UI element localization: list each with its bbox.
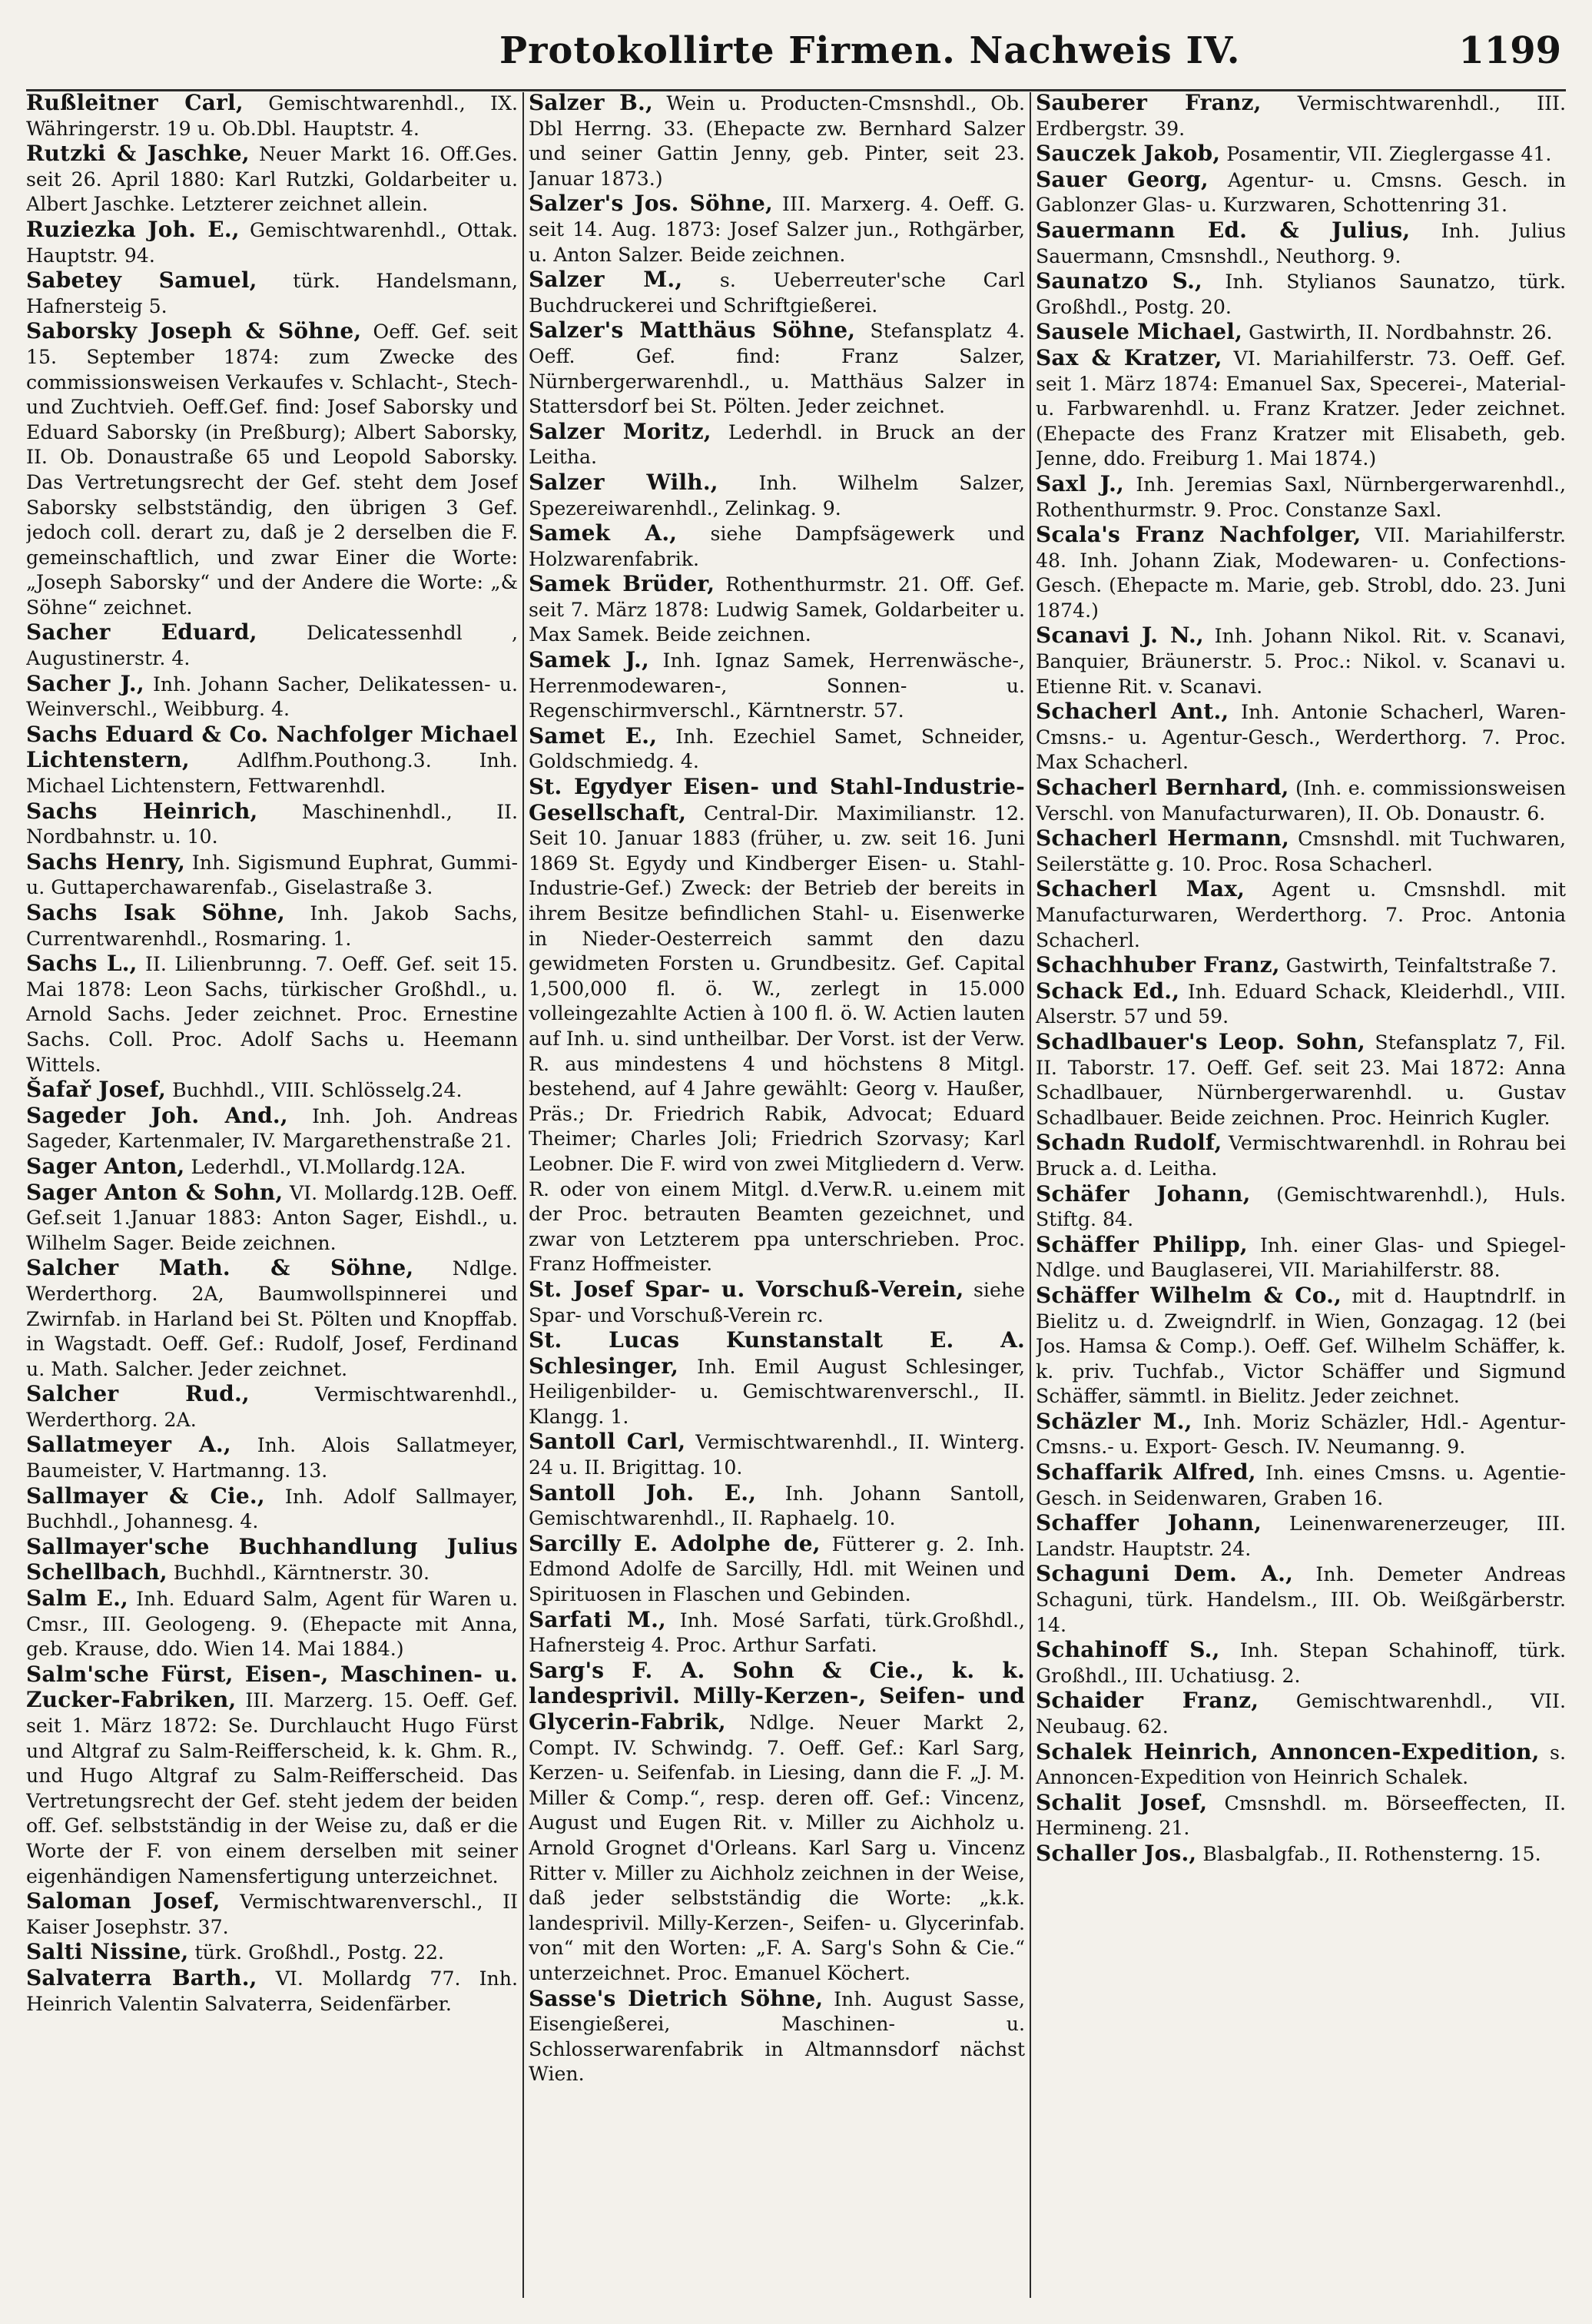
directory-entry xyxy=(1036,1130,1566,1181)
directory-entry xyxy=(26,850,518,901)
entry-firm-name: Sasse's Dietrich Söhne, xyxy=(529,1985,824,2011)
directory-entry xyxy=(1036,1409,1566,1460)
entry-details: Inh. Joh. Andreas Sageder, Kartenmaler, IV. Margarethenstraße 21. xyxy=(26,1104,518,1153)
entry-firm-name: Sacher Eduard, xyxy=(26,619,257,646)
entry-firm-name: Salzer Moritz, xyxy=(529,418,711,444)
entry-details: Ndlge. Neuer Markt 2, Compt. IV. Schwindg. 7. Oeff. Gef.: Karl Sarg, Kerzen- u. Seifenfab. in Liesing, dann die F. „J. M. Miller & Comp.“, resp. deren off. Gef.: Vincenz, August und Eugen Rit. v. Miller zu Aichholz u. Arnold Grognet d'Orleans. Karl Sarg u. Vincenz Ritter v. Miller zu Aichholz zeichnen in der Weise, daß jeder selbstständig die Worte: „k.k. landesprivil. Milly-Kerzen-, Seifen- u. Glycerinfab. von“ mit den Worten: „F. A. Sarg's Sohn & Cie.“ unterzeichnet. Proc. Emanuel Köchert. xyxy=(529,1711,1025,1984)
entry-details: siehe Spar- und Vorschuß-Verein rc. xyxy=(529,1278,1025,1326)
entry-details: Inh. Antonie Schacherl, Waren-Cmsns.- u. Agentur-Gesch., Werderthorg. 7. Proc. Max Schacherl. xyxy=(1036,701,1566,774)
entry-details: Inh. Eduard Schack, Kleiderhdl., VIII. Alserstr. 57 und 59. xyxy=(1036,980,1566,1028)
directory-entry xyxy=(26,1256,518,1382)
entry-details: s. Ueberreuter'sche Carl Buchdruckerei und Schriftgießerei. xyxy=(529,269,1025,317)
directory-entry xyxy=(26,1535,518,1586)
entry-firm-name: Schacherl Bernhard, xyxy=(1036,775,1289,801)
directory-entry xyxy=(1036,1030,1566,1130)
entry-details: Inh. Mosé Sarfati, türk.Großhdl., Hafnersteig 4. Proc. Arthur Sarfati. xyxy=(529,1609,1025,1657)
entry-details: Leinenwarenerzeuger, III. Landstr. Hauptstr. 24. xyxy=(1036,1512,1566,1560)
entry-firm-name: Schalit Josef, xyxy=(1036,1789,1208,1815)
directory-entry xyxy=(529,1608,1025,1658)
entry-firm-name: Sager Anton, xyxy=(26,1153,185,1179)
entry-details: Inh. August Sasse, Eisengießerei, Maschinen- u. Schlosserwarenfabrik in Altmannsdorf nächst Wien. xyxy=(529,1987,1025,2086)
directory-entry xyxy=(26,620,518,671)
directory-entry xyxy=(26,722,518,799)
entry-firm-name: Salvaterra Barth., xyxy=(26,1964,257,1990)
entry-firm-name: Schaller Jos., xyxy=(1036,1840,1197,1866)
entry-details: Cmsnshdl. mit Tuchwaren, Seilerstätte g. 10. Proc. Rosa Schacherl. xyxy=(1036,828,1566,875)
entry-details: Gemischtwarenhdl., VII. Neubaug. 62. xyxy=(1036,1690,1566,1738)
directory-entry xyxy=(529,724,1025,775)
entry-details: VI. Mollardg.12B. Oeff. Gef.seit 1.Januar 1883: Anton Sager, Eishdl., u. Wilhelm Sager. Beide zeichnen. xyxy=(26,1181,518,1254)
directory-entry xyxy=(1036,775,1566,826)
directory-entry xyxy=(529,1481,1025,1532)
entry-details: siehe Dampfsägewerk und Holzwarenfabrik. xyxy=(529,523,1025,570)
directory-entry xyxy=(26,268,518,319)
entry-details: Inh. eines Cmsns. u. Agentie-Gesch. in Seidenwaren, Graben 16. xyxy=(1036,1462,1566,1509)
entry-firm-name: Salm E., xyxy=(26,1585,128,1612)
entry-details: Inh. Eduard Salm, Agent für Waren u. Cmsr., III. Geologeng. 9. (Ehepacte mit Anna, geb. Krause, ddo. Wien 14. Mai 1884.) xyxy=(26,1588,518,1661)
entry-firm-name: Schadlbauer's Leop. Sohn, xyxy=(1036,1028,1365,1054)
entry-firm-name: Sax & Kratzer, xyxy=(1036,344,1222,370)
entry-details: Central-Dir. Maximilianstr. 12. Seit 10. Januar 1883 (früher, u. zw. seit 16. Juni 1869 St. Egydy und Kindberger Eisen- u. Stahl-Industrie-Gef.) Zweck: der Betrieb der bereits in ihrem Besitze befindlichen Stahl- u. Eisenwerke in Nieder-Oesterreich sammt den dazu gewidmeten Forsten u. Grundbesitz. Gef. Capital 1,500,000 fl. ö. W., zerlegt in 15.000 volleingezahlte Actien à 100 fl. ö. W. Actien lauten auf Inh. u. sind untheilbar. Der Vorst. ist der Verw. R. aus mindestens 4 und höchstens 8 Mitgl. bestehend, auf 4 Jahre gewählt: Georg v. Haußer, Präs.; Dr. Friedrich Rabik, Advocat; Eduard Theimer; Charles Joli; Friedrich Szorvasy; Karl Leobner. Die F. wird von zwei Mitgliedern d. Verw. R. oder von einem Mitgl. d.Verw.R. u.einem mit der Proc. betrauten Beamten gezeichnet, und zwar von Letzterem ppa unterschrieben. Proc. Franz Hoffmeister. xyxy=(529,802,1025,1276)
entry-details: Posamentir, VII. Zieglergasse 41. xyxy=(1220,143,1552,166)
directory-entry xyxy=(1036,472,1566,523)
directory-entry xyxy=(1036,91,1566,141)
entry-firm-name: Sarfati M., xyxy=(529,1606,666,1632)
directory-entry xyxy=(529,1658,1025,1987)
directory-entry xyxy=(529,648,1025,724)
directory-entry xyxy=(1036,269,1566,320)
entry-details: Inh. einer Glas- und Spiegel-Ndlge. und Bauglaserei, VII. Mariahilferstr. 88. xyxy=(1036,1233,1566,1282)
entry-firm-name: St. Lucas Kunstanstalt E. A. Schlesinger, xyxy=(529,1327,1025,1379)
entry-firm-name: Schaffarik Alfred, xyxy=(1036,1459,1256,1486)
entry-firm-name: Saborsky Joseph & Söhne, xyxy=(26,318,362,344)
directory-entry xyxy=(26,1433,518,1483)
directory-entry xyxy=(1036,953,1566,979)
entry-details: Cmsnshdl. m. Börseeffecten, II. Hermineng. 21. xyxy=(1036,1791,1566,1840)
directory-entry xyxy=(26,91,518,141)
entry-firm-name: Saunatzo S., xyxy=(1036,268,1202,294)
directory-entry xyxy=(26,1966,518,2017)
entry-firm-name: Saloman Josef, xyxy=(26,1888,221,1914)
entry-details: Vermischtwarenhdl., III. Erdbergstr. 39. xyxy=(1036,92,1566,140)
entry-firm-name: Schacherl Hermann, xyxy=(1036,825,1290,852)
page-header xyxy=(0,0,1592,91)
entry-details: VI. Mollardg 77. Inh. Heinrich Valentin Salvaterra, Seidenfärber. xyxy=(26,1967,518,2015)
directory-entry xyxy=(26,1104,518,1154)
entry-details: Adlfhm.Pouthong.3. Inh. Michael Lichtenstern, Fettwarenhdl. xyxy=(26,749,518,798)
entry-firm-name: Sabetey Samuel, xyxy=(26,267,257,294)
directory-entry xyxy=(1036,826,1566,877)
directory-entry xyxy=(1036,1283,1566,1409)
entry-details: türk. Handelsmann, Hafnersteig 5. xyxy=(26,270,518,317)
entry-firm-name: Saxl J., xyxy=(1036,470,1124,496)
entry-firm-name: Ruziezka Joh. E., xyxy=(26,216,240,242)
entry-details: Gastwirth, Teinfaltstraße 7. xyxy=(1279,954,1557,978)
directory-entry xyxy=(529,1429,1025,1480)
entry-details: II. Lilienbrunng. 7. Oeff. Gef. seit 15. Mai 1878: Leon Sachs, türkischer Großhdl., u. Arnold Sachs. Jeder zeichnet. Proc. Ernestine Sachs. Coll. Proc. Adolf Sachs u. Heemann Wittels. xyxy=(26,953,518,1076)
entry-details: mit d. Hauptndrlf. in Bielitz u. d. Zweigndrlf. in Wien, Gonzagag. 12 (bei Jos. Hamsa & Comp.). Oeff. Gef. Wilhelm Schäffer, k. k. priv. Tuchfab., Victor Schäffer und Sigmund Schäffer, sämmtl. in Bielitz. Jeder zeichnet. xyxy=(1036,1284,1566,1408)
entry-firm-name: Sageder Joh. And., xyxy=(26,1102,288,1128)
entry-details: Fütterer g. 2. Inh. Edmond Adolfe de Sarcilly, Hdl. mit Weinen und Spirituosen in Flaschen und Gebinden. xyxy=(529,1532,1025,1606)
entry-firm-name: Schäfer Johann, xyxy=(1036,1180,1251,1207)
entry-details: Vermischtwarenverschl., II Kaiser Josephstr. 37. xyxy=(26,1891,518,1938)
entry-firm-name: Sacher J., xyxy=(26,670,144,696)
entry-details: (Inh. e. commissionsweisen Verschl. von Manufacturwaren), II. Ob. Donaustr. 6. xyxy=(1036,777,1566,825)
entry-details: Inh. Jeremias Saxl, Nürnbergerwarenhdl., Rothenthurmstr. 9. Proc. Constanze Saxl. xyxy=(1036,473,1566,521)
entry-details: Gastwirth, II. Nordbahnstr. 26. xyxy=(1242,321,1553,344)
entry-firm-name: Rutzki & Jaschke, xyxy=(26,141,250,167)
entry-details: Inh. Moriz Schäzler, Hdl.- Agentur- Cmsns.- u. Export- Gesch. IV. Neumanng. 9. xyxy=(1036,1410,1566,1459)
entry-details: Agentur- u. Cmsns. Gesch. in Gablonzer Glas- u. Kurzwaren, Schottenring 31. xyxy=(1036,168,1566,217)
directory-entry xyxy=(1036,1791,1566,1841)
directory-entry xyxy=(1036,1841,1566,1868)
entry-details: Blasbalgfab., II. Rothensterng. 15. xyxy=(1196,1842,1541,1865)
entry-firm-name: Samek A., xyxy=(529,520,678,546)
entry-details: Ndlge. Werderthorg. 2A, Baumwollspinnerei und Zwirnfab. in Harland bei St. Pölten und Knopffab. in Wagstadt. Oeff. Gef.: Rudolf, Josef, Ferdinand u. Math. Salcher. Jeder zeichnet. xyxy=(26,1257,518,1380)
entry-firm-name: Schahinoff S., xyxy=(1036,1637,1220,1663)
entry-firm-name: Sallmayer & Cie., xyxy=(26,1482,265,1509)
directory-entry xyxy=(529,318,1025,419)
directory-entry xyxy=(1036,141,1566,168)
directory-entry xyxy=(26,217,518,268)
entry-details: Vermischtwarenhdl. in Rohrau bei Bruck a. d. Leitha. xyxy=(1036,1132,1566,1180)
directory-entry xyxy=(26,1180,518,1257)
entry-firm-name: Sauberer Franz, xyxy=(1036,91,1262,115)
entry-firm-name: Sausele Michael, xyxy=(1036,319,1243,345)
entry-details: III. Marxerg. 4. Oeff. G. seit 14. Aug. 1873: Josef Salzer jun., Rothgärber, u. Anton Salzer. Beide zeichnen. xyxy=(529,193,1025,266)
entry-firm-name: Schäffer Philipp, xyxy=(1036,1231,1248,1257)
entry-firm-name: Sarg's F. A. Sohn & Cie., k. k. landesprivil. Milly-Kerzen-, Seifen- und Glycerin-Fabrik, xyxy=(529,1657,1025,1735)
column-divider-2 xyxy=(1030,92,1031,2298)
entry-firm-name: Rußleitner Carl, xyxy=(26,91,244,115)
directory-entry xyxy=(1036,523,1566,623)
entry-firm-name: Sager Anton & Sohn, xyxy=(26,1179,284,1205)
directory-entry xyxy=(1036,1511,1566,1562)
directory-entry xyxy=(26,1154,518,1180)
entry-firm-name: Schadn Rudolf, xyxy=(1036,1130,1222,1156)
entry-details: Stefansplatz 7, Fil. II. Taborstr. 17. Oeff. Gef. seit 23. Mai 1872: Anna Schadlbauer, Nürnbergerwarenhdl. u. Gustav Schadlbauer. Beide zeichnen. Proc. Heinrich Kugler. xyxy=(1036,1031,1566,1129)
entry-details: Neuer Markt 16. Off.Ges. seit 26. April 1880: Karl Rutzki, Goldarbeiter u. Albert Jaschke. Letzterer zeichnet allein. xyxy=(26,143,518,216)
directory-entry xyxy=(529,470,1025,521)
entry-firm-name: Sachs Eduard & Co. Nachfolger Michael Lichtenstern, xyxy=(26,721,518,773)
directory-entry xyxy=(26,1940,518,1966)
entry-details: Inh. Johann Santoll, Gemischtwarenhdl., II. Raphaelg. 10. xyxy=(529,1482,1025,1530)
entry-firm-name: St. Egydyer Eisen- und Stahl-Industrie-Gesellschaft, xyxy=(529,774,1025,825)
directory-entry xyxy=(1036,320,1566,346)
directory-entry xyxy=(529,91,1025,191)
entry-details: Vermischtwarenhdl., Werderthorg. 2A. xyxy=(26,1383,518,1431)
entry-details: türk. Großhdl., Postg. 22. xyxy=(188,1941,445,1964)
entry-details: Inh. Ignaz Samek, Herrenwäsche-, Herrenmodewaren-, Sonnen- u. Regenschirmverschl., Kärntnerstr. 57. xyxy=(529,649,1025,722)
entry-details: Inh. Emil August Schlesinger, Heiligenbilder- u. Gemischtwarenverschl., II. Klangg. 1. xyxy=(529,1355,1025,1428)
entry-firm-name: Schaider Franz, xyxy=(1036,1688,1259,1714)
entry-firm-name: Scanavi J. N., xyxy=(1036,622,1204,649)
entry-firm-name: Sachs Henry, xyxy=(26,848,186,875)
entry-firm-name: Schacherl Ant., xyxy=(1036,699,1229,725)
entry-details: Inh. Johann Sacher, Delikatessen- u. Weinverschl., Weibburg. 4. xyxy=(26,672,518,721)
directory-entry xyxy=(26,1077,518,1104)
entry-firm-name: Schaffer Johann, xyxy=(1036,1510,1262,1536)
directory-entry xyxy=(1036,1233,1566,1283)
column-3 xyxy=(1036,91,1566,2304)
entry-details: VII. Mariahilferstr. 48. Inh. Johann Ziak, Modewaren- u. Confections-Gesch. (Ehepacte m. Marie, geb. Strobl, ddo. 23. Juni 1874.) xyxy=(1036,524,1566,622)
directory-entry xyxy=(1036,346,1566,472)
entry-details: Inh. Wilhelm Salzer, Spezereiwarenhdl., Zelinkag. 9. xyxy=(529,471,1025,520)
directory-entry xyxy=(1036,623,1566,699)
entry-firm-name: Sauermann Ed. & Julius, xyxy=(1036,217,1411,243)
entry-details: Oeff. Gef. seit 15. September 1874: zum Zwecke des commissionsweisen Verkaufes v. Schlacht-, Stech- und Zuchtvieh. Oeff.Gef. find: Josef Saborsky und Eduard Saborsky (in Preßburg); Albert Saborsky, II. Ob. Donaustraße 65 und Leopold Saborsky. Das Vertretungsrecht der Gef. steht dem Josef Saborsky selbstständig, den übrigen 3 Gef. jedoch coll. derart zu, daß je 2 derselben die F. gemeinschaftlich, und zwar Einer die Worte: „Joseph Saborsky“ und der Andere die Worte: „& Söhne“ zeichnet. xyxy=(26,320,518,619)
directory-entry xyxy=(529,1277,1025,1328)
directory-entry xyxy=(529,420,1025,470)
directory-entry xyxy=(529,775,1025,1277)
entry-firm-name: Scala's Franz Nachfolger, xyxy=(1036,522,1361,548)
page-title: Protokollirte Firmen. Nachweis IV. xyxy=(499,29,1241,72)
entry-firm-name: Salcher Math. & Söhne, xyxy=(26,1255,414,1281)
directory-entry xyxy=(26,1889,518,1940)
directory-entry xyxy=(529,1328,1025,1429)
entry-firm-name: Salzer's Jos. Söhne, xyxy=(529,191,773,217)
directory-entry xyxy=(26,951,518,1077)
entry-firm-name: Sauer Georg, xyxy=(1036,166,1209,192)
entry-firm-name: Sallatmeyer A., xyxy=(26,1432,231,1458)
column-divider-1 xyxy=(522,92,524,2298)
directory-entry xyxy=(529,191,1025,267)
directory-entry xyxy=(26,319,518,620)
entry-details: Inh. Ezechiel Samet, Schneider, Goldschmiedg. 4. xyxy=(529,725,1025,773)
entry-details: Inh. Sigismund Euphrat, Gummi- u. Guttaperchawarenfab., Giselastraße 3. xyxy=(26,851,518,899)
directory-entry xyxy=(529,1987,1025,2087)
directory-entry xyxy=(26,1382,518,1433)
directory-entry xyxy=(26,799,518,850)
entry-firm-name: Sachs Heinrich, xyxy=(26,798,258,824)
entry-firm-name: Salti Nissine, xyxy=(26,1939,189,1965)
entry-firm-name: Samek J., xyxy=(529,647,649,673)
directory-entry xyxy=(1036,877,1566,953)
directory-entry xyxy=(26,141,518,217)
entry-details: Inh. Stylianos Saunatzo, türk. Großhdl., Postg. 20. xyxy=(1036,271,1566,318)
entry-details: Lederhdl. in Bruck an der Leitha. xyxy=(529,420,1025,469)
directory-entry xyxy=(529,521,1025,572)
entry-firm-name: Sallmayer'sche Buchhandlung Julius Schellbach, xyxy=(26,1533,518,1585)
entry-firm-name: Salm'sche Fürst, Eisen-, Maschinen- u. Zucker-Fabriken, xyxy=(26,1661,518,1713)
entry-details: Inh. Johann Nikol. Rit. v. Scanavi, Banquier, Bräunerstr. 5. Proc.: Nikol. v. Scanavi u. Etienne Rit. v. Scanavi. xyxy=(1036,625,1566,698)
directory-entry xyxy=(1036,1688,1566,1739)
entry-firm-name: Sarcilly E. Adolphe de, xyxy=(529,1530,821,1556)
entry-firm-name: Schachhuber Franz, xyxy=(1036,952,1280,978)
directory-entry xyxy=(1036,168,1566,218)
entry-firm-name: Salzer M., xyxy=(529,267,683,293)
entry-details: s. Annoncen-Expedition von Heinrich Schalek. xyxy=(1036,1741,1566,1789)
entry-details: Inh. Stepan Schahinoff, türk. Großhdl., III. Uchatiusg. 2. xyxy=(1036,1639,1566,1687)
entry-firm-name: Schalek Heinrich, Annoncen-Expedition, xyxy=(1036,1738,1540,1765)
entry-firm-name: Sauczek Jakob, xyxy=(1036,141,1221,167)
directory-entry xyxy=(1036,1638,1566,1688)
entry-details: Inh. Alois Sallatmeyer, Baumeister, V. Hartmanng. 13. xyxy=(26,1434,518,1482)
directory-entry xyxy=(1036,1740,1566,1791)
entry-firm-name: Šafař Josef, xyxy=(26,1077,167,1103)
entry-firm-name: Salzer Wilh., xyxy=(529,469,718,495)
entry-details: Lederhdl., VI.Mollardg.12A. xyxy=(184,1155,466,1178)
entry-details: Inh. Julius Sauermann, Cmsnshdl., Neuthorg. 9. xyxy=(1036,219,1566,267)
entry-firm-name: Salcher Rud., xyxy=(26,1381,250,1407)
directory-entry xyxy=(26,672,518,722)
entry-details: III. Marzerg. 15. Oeff. Gef. seit 1. März 1872: Se. Durchlaucht Hugo Fürst und Altgraf zu Salm-Reifferscheid, k. k. Ghm. R., und Hugo Altgraf zu Salm-Reifferscheid. Das Vertretungsrecht der Gef. steht jedem der beiden off. Gef. selbstständig in der Weise zu, daß er die Worte der F. von einem derselben mit seiner eigenhändigen Namensfertigung unterzeichnet. xyxy=(26,1689,518,1887)
directory-entry xyxy=(529,1532,1025,1608)
directory-entry xyxy=(1036,1562,1566,1638)
directory-entry xyxy=(1036,218,1566,269)
entry-firm-name: Sachs Isak Söhne, xyxy=(26,900,285,925)
directory-entry xyxy=(1036,1460,1566,1511)
entry-firm-name: Samek Brüder, xyxy=(529,571,715,597)
entry-details: Inh. Adolf Sallmayer, Buchhdl., Johannesg. 4. xyxy=(26,1485,518,1533)
entry-details: Delicatessenhdl , Augustinerstr. 4. xyxy=(26,622,518,670)
entry-details: (Gemischtwarenhdl.), Huls. Stiftg. 84. xyxy=(1036,1183,1566,1231)
directory-entry xyxy=(1036,1182,1566,1233)
column-2 xyxy=(529,91,1025,2304)
entry-firm-name: Santoll Carl, xyxy=(529,1429,686,1455)
entry-details: Buchhdl., Kärntnerstr. 30. xyxy=(167,1562,430,1585)
entry-details: VI. Mariahilferstr. 73. Oeff. Gef. seit 1. März 1874: Emanuel Sax, Specerei-, Material- u. Farbwarenhdl. u. Franz Kratzer. Jeder zeichnet. (Ehepacte des Franz Kratzer mit Elisabeth, geb. Jenne, ddo. Freiburg 1. Mai 1874.) xyxy=(1036,347,1566,470)
entry-details: Vermischtwarenhdl., II. Winterg. 24 u. II. Brigittag. 10. xyxy=(529,1431,1025,1479)
directory-entry xyxy=(26,1662,518,1889)
entry-details: Stefansplatz 4. Oeff. Gef. find: Franz Salzer, Nürnbergerwarenhdl., u. Matthäus Salzer in Stattersdorf bei St. Pölten. Jeder zeichnet. xyxy=(529,320,1025,418)
entry-details: Buchhdl., VIII. Schlösselg.24. xyxy=(166,1079,463,1102)
entry-firm-name: Santoll Joh. E., xyxy=(529,1479,757,1506)
entry-firm-name: Samet E., xyxy=(529,722,658,749)
entry-firm-name: Schäffer Wilhelm & Co., xyxy=(1036,1282,1342,1308)
directory-entry xyxy=(26,901,518,951)
entry-details: Wein u. Producten-Cmsnshdl., Ob. Dbl Herrng. 33. (Ehepacte zw. Bernhard Salzer und seiner Gattin Jenny, geb. Pinter, seit 23. Januar 1873.) xyxy=(529,92,1025,190)
directory-entry xyxy=(1036,699,1566,775)
directory-entry xyxy=(26,1586,518,1662)
column-1 xyxy=(26,91,518,2304)
entry-firm-name: St. Josef Spar- u. Vorschuß-Verein, xyxy=(529,1276,964,1302)
entry-details: Inh. Demeter Andreas Schaguni, türk. Handelsm., III. Ob. Weißgärberstr. 14. xyxy=(1036,1563,1566,1636)
entry-firm-name: Schack Ed., xyxy=(1036,978,1180,1004)
entry-details: Gemischtwarenhdl., IX. Währingerstr. 19 u. Ob.Dbl. Hauptstr. 4. xyxy=(26,92,518,140)
page-number: 1199 xyxy=(1458,29,1561,72)
entry-details: Gemischtwarenhdl., Ottak. Hauptstr. 94. xyxy=(26,218,518,267)
entry-firm-name: Schacherl Max, xyxy=(1036,876,1245,902)
directory-entry xyxy=(26,1484,518,1535)
entry-details: Maschinenhdl., II. Nordbahnstr. u. 10. xyxy=(26,800,518,848)
directory-entry xyxy=(529,572,1025,648)
entry-details: Agent u. Cmsnshdl. mit Manufacturwaren, Werderthorg. 7. Proc. Antonia Schacherl. xyxy=(1036,878,1566,951)
entry-firm-name: Schäzler M., xyxy=(1036,1408,1192,1434)
directory-entry xyxy=(1036,979,1566,1030)
entry-details: Rothenthurmstr. 21. Off. Gef. seit 7. März 1878: Ludwig Samek, Goldarbeiter u. Max Samek. Beide zeichnen. xyxy=(529,573,1025,646)
directory-entry xyxy=(529,267,1025,318)
entry-firm-name: Schaguni Dem. A., xyxy=(1036,1561,1294,1587)
entry-details: Inh. Jakob Sachs, Currentwarenhdl., Rosmaring. 1. xyxy=(26,902,518,950)
entry-firm-name: Sachs L., xyxy=(26,951,138,977)
entry-firm-name: Salzer B., xyxy=(529,91,653,115)
entry-firm-name: Salzer's Matthäus Söhne, xyxy=(529,317,856,344)
